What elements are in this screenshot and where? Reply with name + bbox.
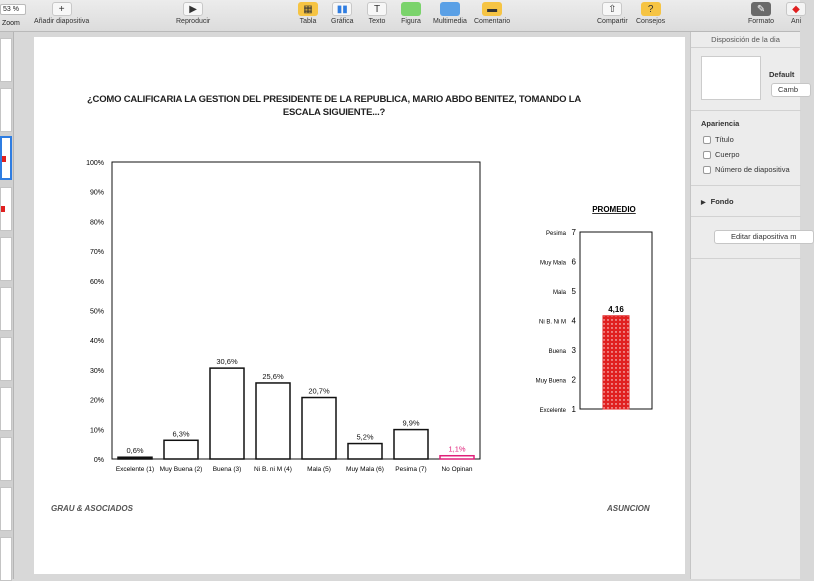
comment-button[interactable] — [474, 2, 510, 25]
scale-label: Pesima — [545, 231, 566, 237]
edit-master-button[interactable]: Editar diapositiva m — [714, 230, 814, 244]
average-value-label: 4,16 — [608, 304, 624, 314]
play-label: Reproducir — [176, 18, 211, 25]
bar-value-label: 6,3% — [172, 429, 190, 439]
scale-number: 6 — [571, 257, 576, 267]
average-bar — [603, 316, 629, 409]
inspector-header: Disposición de la dia — [691, 32, 800, 48]
body-checkbox-row[interactable] — [703, 150, 740, 159]
y-tick-label: 0% — [93, 457, 104, 464]
bar-value-label: 5,2% — [356, 432, 374, 442]
master-name: Default — [769, 70, 795, 79]
x-tick-label: Ni B. ni M (4) — [254, 466, 292, 473]
slide-thumbnail[interactable] — [0, 287, 12, 331]
slide-thumbnail[interactable] — [0, 487, 12, 531]
tips-button[interactable] — [636, 2, 665, 25]
slide-thumbnail[interactable] — [0, 387, 12, 431]
animate-button[interactable] — [786, 2, 806, 25]
x-tick-label: Mala (5) — [307, 466, 331, 473]
x-tick-label: Pesima (7) — [395, 466, 427, 473]
y-tick-label: 50% — [89, 308, 104, 316]
scale-number: 3 — [571, 346, 576, 355]
disclosure-triangle-icon: ▶ — [701, 200, 706, 206]
average-chart[interactable] — [514, 202, 654, 432]
scale-label: Mala — [552, 290, 566, 296]
table-button[interactable] — [298, 2, 318, 25]
scale-label: Excelente — [539, 408, 566, 414]
bar — [118, 457, 152, 459]
bar — [164, 440, 198, 459]
media-button[interactable] — [433, 2, 467, 25]
media-label: Multimedia — [433, 18, 467, 25]
title-checkbox[interactable] — [703, 136, 711, 144]
bar-value-label: 0,6% — [126, 446, 144, 456]
zoom-select[interactable] — [0, 4, 26, 15]
text-icon: T — [367, 2, 387, 16]
master-slide-preview[interactable] — [701, 56, 761, 100]
x-tick-label: Muy Buena (2) — [159, 466, 203, 473]
inspector-panel — [690, 32, 800, 579]
comment-label: Comentario — [474, 18, 511, 25]
bar — [256, 383, 290, 459]
slide-canvas — [14, 32, 690, 579]
body-checkbox-label: Cuerpo — [715, 150, 740, 159]
share-icon: ⇧ — [602, 2, 622, 16]
bar-value-label: 9,9% — [402, 418, 420, 428]
shape-label: Figura — [401, 18, 421, 25]
bar-value-label: 30,6% — [216, 357, 238, 367]
y-tick-label: 90% — [89, 189, 104, 197]
y-tick-label: 10% — [89, 427, 104, 435]
scale-label: Muy Mala — [539, 260, 566, 267]
slide-thumbnail[interactable] — [0, 337, 12, 381]
y-tick-label: 20% — [89, 397, 104, 405]
slide-number-checkbox-row[interactable] — [703, 165, 790, 174]
bar — [348, 444, 382, 459]
share-label: Compartir — [597, 18, 628, 25]
bar — [210, 368, 244, 459]
y-tick-label: 30% — [89, 367, 104, 375]
add-slide-label: Añadir diapositiva — [34, 18, 90, 25]
y-tick-label: 70% — [89, 249, 104, 257]
zoom-value: 53 % — [3, 6, 19, 13]
table-icon: ▦ — [298, 2, 318, 16]
y-tick-label: 40% — [89, 338, 104, 346]
paintbrush-icon: ✎ — [751, 2, 771, 16]
text-label: Texto — [368, 18, 386, 25]
slide-title-line-1: ¿COMO CALIFICARIA LA GESTION DEL PRESIDENTE DE LA REPUBLICA, MARIO ABDO BENITEZ, TOMANDO LA — [86, 94, 582, 105]
slide-thumbnail[interactable] — [0, 88, 12, 132]
chart-label: Gráfica — [331, 18, 354, 25]
scale-label: Muy Buena — [535, 378, 566, 385]
x-tick-label: No Opinan — [441, 466, 473, 473]
body-checkbox[interactable] — [703, 151, 711, 159]
slide-title[interactable] — [74, 93, 594, 119]
text-button[interactable] — [367, 2, 387, 25]
scale-number: 1 — [571, 405, 576, 414]
slide-title-line-2: ESCALA SIGUIENTE...? — [282, 107, 386, 118]
change-master-button[interactable]: Camb — [771, 83, 811, 97]
play-icon: ▶ — [183, 2, 203, 16]
divider — [691, 216, 801, 217]
divider — [691, 110, 801, 111]
diamond-icon: ◆ — [786, 2, 806, 16]
appearance-heading: Apariencia — [701, 119, 740, 128]
table-label: Tabla — [299, 18, 317, 25]
x-tick-label: Buena (3) — [212, 466, 242, 473]
bar-value-label: 1,1% — [448, 444, 466, 454]
main-bar-chart[interactable] — [52, 152, 492, 482]
tips-icon: ? — [641, 2, 661, 16]
slide-navigator — [0, 32, 14, 579]
slide-thumbnail[interactable] — [0, 437, 12, 481]
animate-label: Ani — [790, 18, 802, 25]
format-button[interactable] — [748, 2, 774, 25]
y-tick-label: 80% — [89, 219, 104, 227]
slide-thumbnail[interactable] — [0, 537, 12, 581]
background-disclosure[interactable] — [701, 197, 734, 206]
format-label: Formato — [748, 18, 775, 25]
play-button[interactable] — [176, 2, 210, 25]
chart-button[interactable] — [331, 2, 354, 25]
chart-icon: ▮▮ — [332, 2, 352, 16]
title-checkbox-label: Título — [715, 135, 734, 144]
add-slide-button[interactable] — [34, 2, 89, 25]
title-checkbox-row[interactable] — [703, 135, 734, 144]
thumbnail-chart-mark — [1, 206, 5, 212]
shape-button[interactable] — [401, 2, 421, 25]
x-tick-label: Excelente (1) — [115, 466, 155, 473]
average-chart-title: PROMEDIO — [592, 205, 636, 214]
slide-thumbnail[interactable] — [0, 187, 12, 231]
bar-value-label: 20,7% — [308, 386, 330, 396]
bar — [440, 456, 474, 459]
scale-number: 2 — [571, 375, 576, 385]
slide-number-checkbox-label: Número de diapositiva — [715, 165, 790, 174]
shape-icon — [401, 2, 421, 16]
media-icon — [440, 2, 460, 16]
bar — [394, 430, 428, 459]
slide[interactable] — [34, 37, 685, 574]
scale-label: Ni B. Ni M — [539, 319, 566, 326]
slide-thumbnail[interactable] — [0, 237, 12, 281]
tips-label: Consejos — [636, 18, 666, 25]
plot-frame — [112, 162, 480, 459]
slide-thumbnail-selected[interactable] — [0, 136, 12, 180]
divider — [691, 258, 801, 259]
scale-number: 4 — [571, 316, 576, 326]
scale-label: Buena — [548, 349, 566, 355]
share-button[interactable] — [597, 2, 628, 25]
y-tick-label: 60% — [89, 278, 104, 286]
bar-value-label: 25,6% — [262, 371, 284, 381]
y-tick-label: 100% — [86, 160, 104, 167]
slide-number-checkbox[interactable] — [703, 166, 711, 174]
toolbar — [0, 0, 800, 32]
zoom-label: Zoom — [2, 20, 20, 27]
thumbnail-chart-mark — [2, 156, 6, 162]
background-label: Fondo — [710, 197, 734, 206]
divider — [691, 185, 801, 186]
footer-city: ASUNCION — [607, 504, 650, 513]
comment-icon: ▬ — [482, 2, 502, 16]
plus-icon: + — [52, 2, 72, 16]
scale-number: 7 — [571, 228, 576, 237]
slide-thumbnail[interactable] — [0, 38, 12, 82]
scale-number: 5 — [571, 287, 576, 296]
bar — [302, 398, 336, 459]
footer-company: GRAU & ASOCIADOS — [51, 504, 133, 513]
x-tick-label: Muy Mala (6) — [346, 466, 384, 473]
